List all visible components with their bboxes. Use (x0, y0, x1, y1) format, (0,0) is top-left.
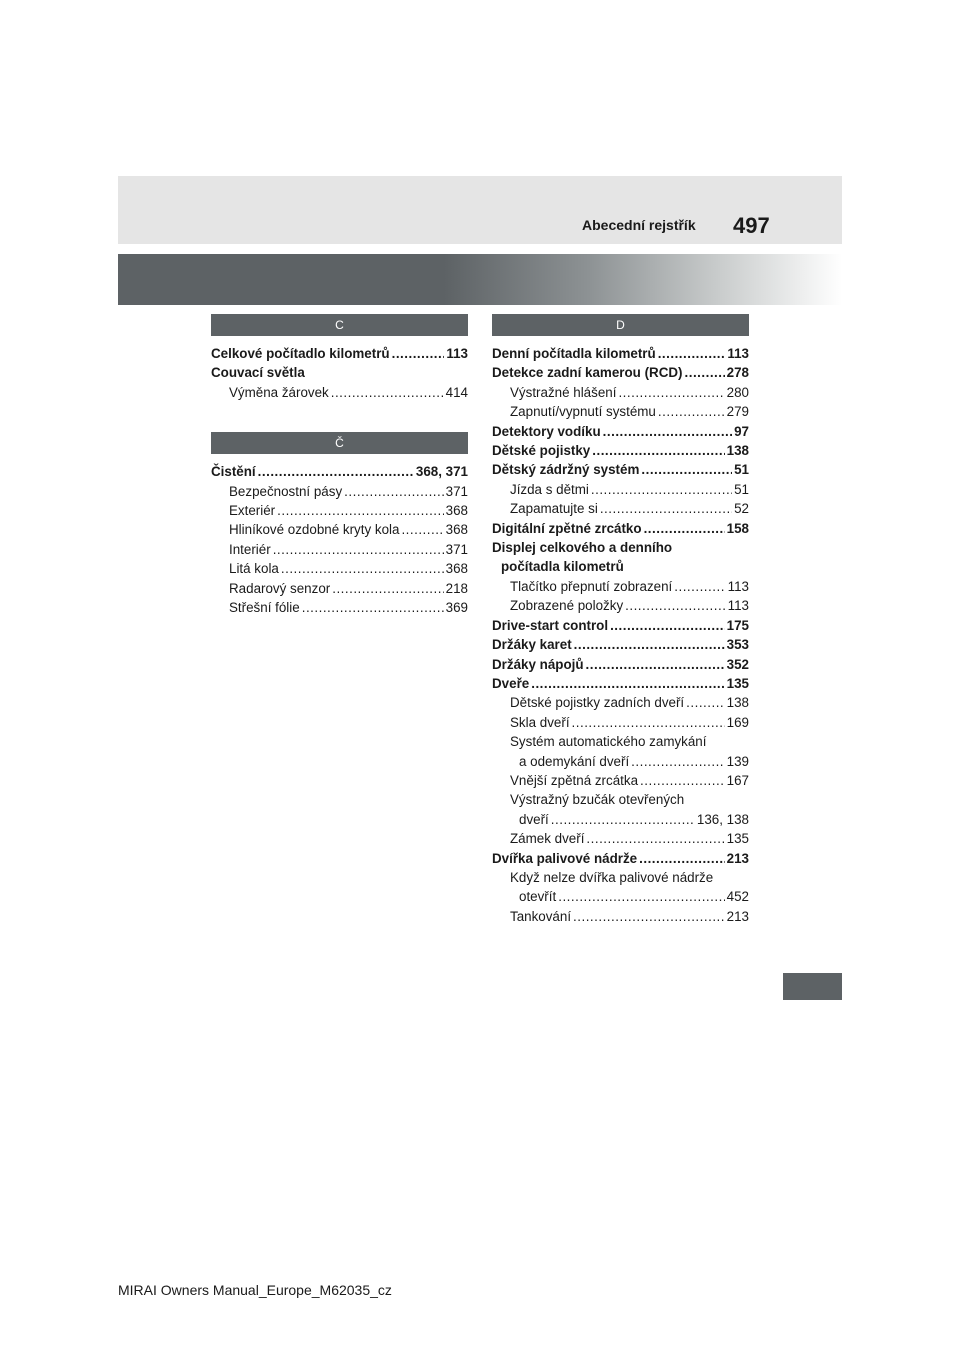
index-entry (211, 383, 468, 402)
index-entry (211, 501, 468, 520)
dot-leader (641, 460, 732, 479)
entry-term: Exteriér (229, 503, 276, 519)
index-entry-continuation (492, 752, 749, 771)
entry-page: 113 (727, 346, 749, 361)
index-entry (492, 713, 749, 732)
index-entry (492, 635, 749, 654)
entry-term: Výměna žárovek (229, 384, 329, 400)
entry-term: Tankování (510, 908, 572, 924)
dot-leader (600, 499, 732, 518)
entry-term: Litá kola (229, 561, 279, 577)
index-entry (492, 460, 749, 479)
index-entry (492, 655, 749, 674)
index-column-left (211, 314, 468, 617)
entry-page: 452 (726, 889, 749, 905)
entry-page: 169 (726, 714, 749, 730)
entry-term: Když nelze dvířka palivové nádrže (510, 869, 714, 885)
dot-leader (344, 482, 444, 501)
dot-leader (558, 887, 724, 906)
entry-term: Bezpečnostní pásy (229, 483, 343, 499)
index-entry (492, 344, 749, 363)
entry-page: 138 (726, 443, 749, 459)
index-entry (492, 693, 749, 712)
index-entry (492, 771, 749, 790)
index-entry (492, 499, 749, 518)
entry-page: 51 (734, 462, 749, 478)
section-letter-header: D (492, 314, 749, 336)
dot-leader (277, 501, 444, 520)
index-entry (211, 462, 468, 481)
index-entry (492, 616, 749, 635)
dot-leader (625, 596, 726, 615)
entry-page: 167 (726, 772, 749, 788)
entry-page: 136, 138 (696, 811, 749, 827)
dot-leader (686, 693, 724, 712)
entry-term-cont: počítadla kilometrů (501, 559, 624, 575)
entry-page: 278 (726, 365, 749, 381)
index-entry (492, 829, 749, 848)
index-entry (492, 519, 749, 538)
entry-term: Držáky nápojů (492, 656, 584, 672)
entry-page: 414 (445, 384, 468, 400)
dot-leader (302, 598, 444, 617)
entry-term: Jízda s dětmi (510, 481, 589, 497)
entry-term: Zámek dveří (510, 831, 585, 847)
dot-leader (258, 462, 414, 481)
entry-page: 113 (727, 598, 749, 614)
index-entry (492, 790, 749, 809)
dot-leader (610, 616, 725, 635)
section-side-tab (783, 973, 842, 1000)
index-entry (492, 596, 749, 615)
dot-leader (586, 655, 725, 674)
entry-page: 280 (726, 384, 749, 400)
entry-page: 213 (726, 850, 749, 866)
entry-term: Couvací světla (211, 365, 305, 381)
entry-term: Systém automatického zamykání (510, 734, 707, 750)
entry-page: 371 (445, 541, 468, 557)
dot-leader (658, 402, 725, 421)
entry-page: 213 (726, 908, 749, 924)
dot-leader (573, 907, 725, 926)
entry-page: 368 (445, 561, 468, 577)
index-entry (211, 540, 468, 559)
dot-leader (586, 829, 724, 848)
entry-term: Střešní fólie (229, 600, 300, 616)
index-entry (492, 868, 749, 887)
section-letter-header: C (211, 314, 468, 336)
entry-term: Digitální zpětné zrcátko (492, 520, 642, 536)
entry-term: Dětské pojistky (492, 443, 591, 459)
dot-leader (281, 559, 444, 578)
page-title: Abecední rejstřík (582, 217, 696, 233)
entry-term: Radarový senzor (229, 580, 331, 596)
entry-term: Držáky karet (492, 637, 572, 653)
entry-term: Celkové počítadlo kilometrů (211, 346, 390, 361)
dot-leader (674, 577, 725, 596)
entry-page: 352 (726, 656, 749, 672)
entry-term: Zapamatujte si (510, 501, 598, 517)
entry-term: Dveře (492, 675, 530, 691)
entry-term: Skla dveří (510, 714, 570, 730)
entry-page: 139 (726, 753, 749, 769)
index-entry (211, 598, 468, 617)
index-entry (211, 482, 468, 501)
dot-leader (574, 635, 725, 654)
index-entry (492, 577, 749, 596)
index-entry-continuation (492, 887, 749, 906)
index-entry (492, 538, 749, 557)
entry-page: 368 (445, 503, 468, 519)
entry-term: Zapnutí/vypnutí systému (510, 404, 656, 420)
entry-page: 371 (445, 483, 468, 499)
entry-page: 353 (726, 637, 749, 653)
entry-term: Výstražné hlášení (510, 384, 617, 400)
dot-leader (644, 519, 725, 538)
dot-leader (332, 579, 443, 598)
index-entry (492, 849, 749, 868)
dot-leader (551, 810, 695, 829)
index-entry (492, 422, 749, 441)
entry-term: Detekce zadní kamerou (RCD) (492, 365, 683, 381)
dot-leader (401, 520, 443, 539)
entry-page: 97 (734, 423, 749, 439)
entry-term: Dětské pojistky zadních dveří (510, 695, 685, 711)
entry-term: Detektory vodíku (492, 423, 601, 439)
entry-term-cont: otevřít (519, 889, 557, 905)
dot-leader (685, 363, 725, 382)
entry-term: Výstražný bzučák otevřených (510, 792, 685, 808)
index-entry (211, 579, 468, 598)
dot-leader (572, 713, 725, 732)
index-entry (211, 363, 468, 382)
index-entry-continuation (492, 810, 749, 829)
dot-leader (392, 344, 445, 363)
entry-page: 135 (726, 831, 749, 847)
entry-term: Drive-start control (492, 617, 609, 633)
entry-term-cont: a odemykání dveří (519, 753, 630, 769)
entry-term: Vnější zpětná zrcátka (510, 772, 639, 788)
entry-term: Displej celkového a denního (492, 540, 673, 556)
index-entry (492, 907, 749, 926)
index-entry (211, 559, 468, 578)
dot-leader (592, 441, 724, 460)
entry-term: Dvířka palivové nádrže (492, 850, 638, 866)
index-entry (492, 441, 749, 460)
index-entry (492, 674, 749, 693)
footer-doc-id: MIRAI Owners Manual_Europe_M62035_cz (118, 1282, 392, 1298)
dot-leader (331, 383, 444, 402)
dot-leader (273, 540, 444, 559)
entry-page: 52 (734, 501, 749, 517)
entry-page: 279 (726, 404, 749, 420)
entry-page: 218 (445, 580, 468, 596)
entry-term: Interiér (229, 541, 271, 557)
entry-term: Zobrazené položky (510, 598, 624, 614)
entry-page: 135 (726, 675, 749, 691)
header-gradient-bar (118, 254, 842, 305)
section-letter-header: Č (211, 432, 468, 454)
index-entry (492, 363, 749, 382)
index-column-right (492, 314, 749, 926)
dot-leader (618, 383, 724, 402)
entry-page: 368 (445, 522, 468, 538)
page-number: 497 (733, 213, 770, 238)
index-entry (211, 520, 468, 539)
entry-page: 175 (726, 617, 749, 633)
entry-page: 369 (445, 600, 468, 616)
dot-leader (640, 771, 725, 790)
entry-page: 51 (734, 481, 749, 497)
entry-page: 158 (726, 520, 749, 536)
entry-term-cont: dveří (519, 811, 549, 827)
entry-page: 113 (727, 578, 749, 594)
entry-term: Hliníkové ozdobné kryty kola (229, 522, 400, 538)
entry-term: Dětský zádržný systém (492, 462, 640, 478)
index-entry (211, 344, 468, 363)
dot-leader (631, 752, 724, 771)
index-entry (492, 732, 749, 751)
index-entry (492, 383, 749, 402)
dot-leader (639, 849, 725, 868)
entry-term: Tlačítko přepnutí zobrazení (510, 578, 673, 594)
entry-page: 113 (446, 346, 468, 361)
dot-leader (603, 422, 732, 441)
index-entry (492, 402, 749, 421)
dot-leader (591, 480, 732, 499)
dot-leader (531, 674, 724, 693)
entry-term: Čistění (211, 464, 256, 480)
dot-leader (658, 344, 726, 363)
entry-page: 368, 371 (415, 464, 468, 480)
entry-page: 138 (726, 695, 749, 711)
index-entry (492, 480, 749, 499)
entry-term: Denní počítadla kilometrů (492, 346, 656, 361)
